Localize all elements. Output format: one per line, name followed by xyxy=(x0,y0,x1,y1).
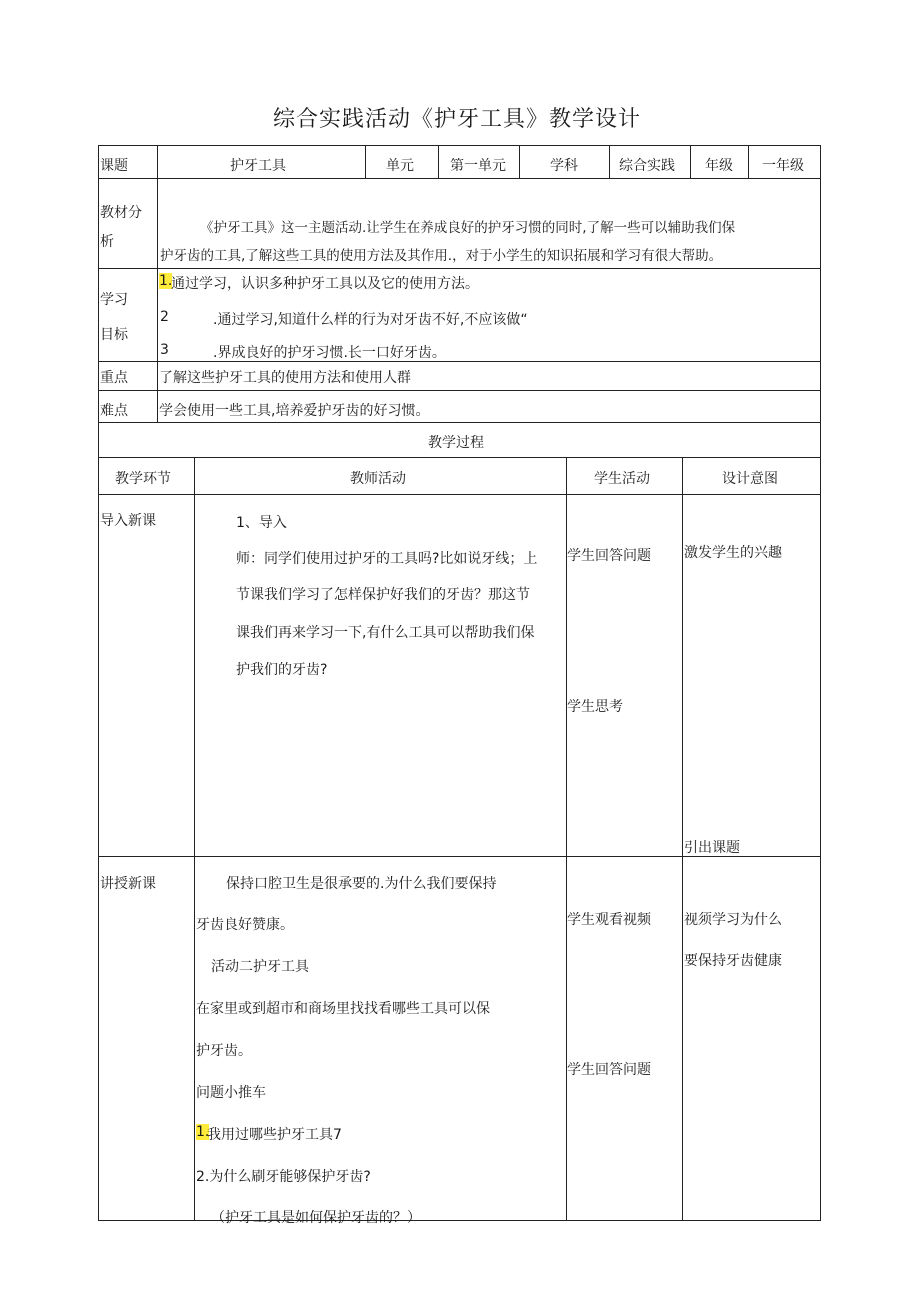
intro-student-1: 学生回答问题 xyxy=(567,548,651,564)
difficulty-text: 学会使用一些工具,培养爱护牙齿的好习惯。 xyxy=(159,403,430,419)
col-header-teacher: 教师活动 xyxy=(350,471,406,487)
subject-label: 学科 xyxy=(550,158,578,174)
grade-label: 年级 xyxy=(705,158,733,174)
unit-label: 单元 xyxy=(386,158,414,174)
topic-value: 护牙工具 xyxy=(230,158,286,174)
lecture-intent-line2: 要保持牙齿健康 xyxy=(684,953,782,969)
difficulty-label: 难点 xyxy=(100,403,128,419)
col-header-intent: 设计意图 xyxy=(722,471,778,487)
intro-teacher-line: 节课我们学习了怎样保护好我们的牙齿？那这节 xyxy=(236,587,530,603)
lecture-question-2: 2.为什么刷牙能够保护牙齿? xyxy=(196,1169,371,1185)
intro-intent-1: 激发学生的兴趣 xyxy=(684,545,782,561)
unit-value: 第一单元 xyxy=(450,158,506,174)
objective-2-number: 2 xyxy=(160,309,169,325)
lecture-teacher-line: 保持口腔卫生是很承要的.为什么我们要保持 xyxy=(226,876,497,892)
lecture-student-1: 学生观看视频 xyxy=(567,912,651,928)
col-header-student: 学生活动 xyxy=(594,471,650,487)
lecture-intent-line1: 视须学习为什么 xyxy=(684,912,782,928)
objective-2-text: .通过学习,知道什么样的行为对牙齿不好,不应该做“ xyxy=(213,312,528,328)
objective-1-number: 1. xyxy=(159,273,173,289)
lecture-question-3: （护牙工具是如何保护牙齿的？） xyxy=(211,1210,421,1226)
intro-student-2: 学生思考 xyxy=(567,699,623,715)
intro-teacher-line: 护我们的牙齿? xyxy=(236,662,328,678)
grade-value: 一年级 xyxy=(762,158,804,174)
objectives-label-line2: 目标 xyxy=(100,327,128,343)
intro-stage: 导入新课 xyxy=(100,513,156,529)
intro-teacher-line: 课我们再来学习一下,有什么工具可以帮助我们保 xyxy=(236,625,535,641)
analysis-text-line2: 护牙齿的工具,了解这些工具的使用方法及其作用.，对于小学生的知识拓展和学习有很大帮助。 xyxy=(160,248,723,264)
lecture-teacher-line: 活动二护牙工具 xyxy=(211,959,309,975)
lecture-teacher-line: 牙齿良好赞康。 xyxy=(196,917,294,933)
objective-1-text: 通过学习，认识多种护牙工具以及它的使用方法。 xyxy=(171,276,479,292)
lecture-teacher-line: 问题小推车 xyxy=(196,1085,266,1101)
lecture-question-1-number: 1. xyxy=(196,1124,210,1140)
page-title: 综合实践活动《护牙工具》教学设计 xyxy=(273,107,642,132)
subject-value: 综合实践 xyxy=(619,158,675,174)
lecture-stage: 讲授新课 xyxy=(100,876,156,892)
objectives-label-line1: 学习 xyxy=(100,292,128,308)
intro-intent-2: 引出课题 xyxy=(684,840,740,856)
lecture-teacher-line: 护牙齿。 xyxy=(196,1043,252,1059)
objective-3-number: 3 xyxy=(160,342,169,358)
objective-3-text: .界成良好的护牙习惯.长一口好牙齿。 xyxy=(213,345,446,361)
intro-teacher-line: 师：同学们使用过护牙的工具吗?比如说牙线；上 xyxy=(236,551,538,567)
analysis-text-line1: 《护牙工具》这一主题活动.让学生在养成良好的护牙习惯的同时,了解一些可以辅助我们保 xyxy=(200,220,736,236)
topic-label: 课题 xyxy=(100,158,128,174)
key-point-label: 重点 xyxy=(100,370,128,386)
lecture-question-1-text: 我用过哪些护牙工具7 xyxy=(207,1127,342,1143)
process-heading: 教学过程 xyxy=(428,435,484,451)
lecture-student-2: 学生回答问题 xyxy=(567,1062,651,1078)
analysis-label-line2: 析 xyxy=(100,234,114,250)
key-point-text: 了解这些护牙工具的使用方法和使用人群 xyxy=(159,370,411,386)
analysis-label-line1: 教材分 xyxy=(100,205,142,221)
intro-teacher-line: 1、导入 xyxy=(236,515,287,531)
col-header-stage: 教学环节 xyxy=(115,471,171,487)
lecture-teacher-line: 在家里或到超市和商场里找找看哪些工具可以保 xyxy=(196,1001,490,1017)
